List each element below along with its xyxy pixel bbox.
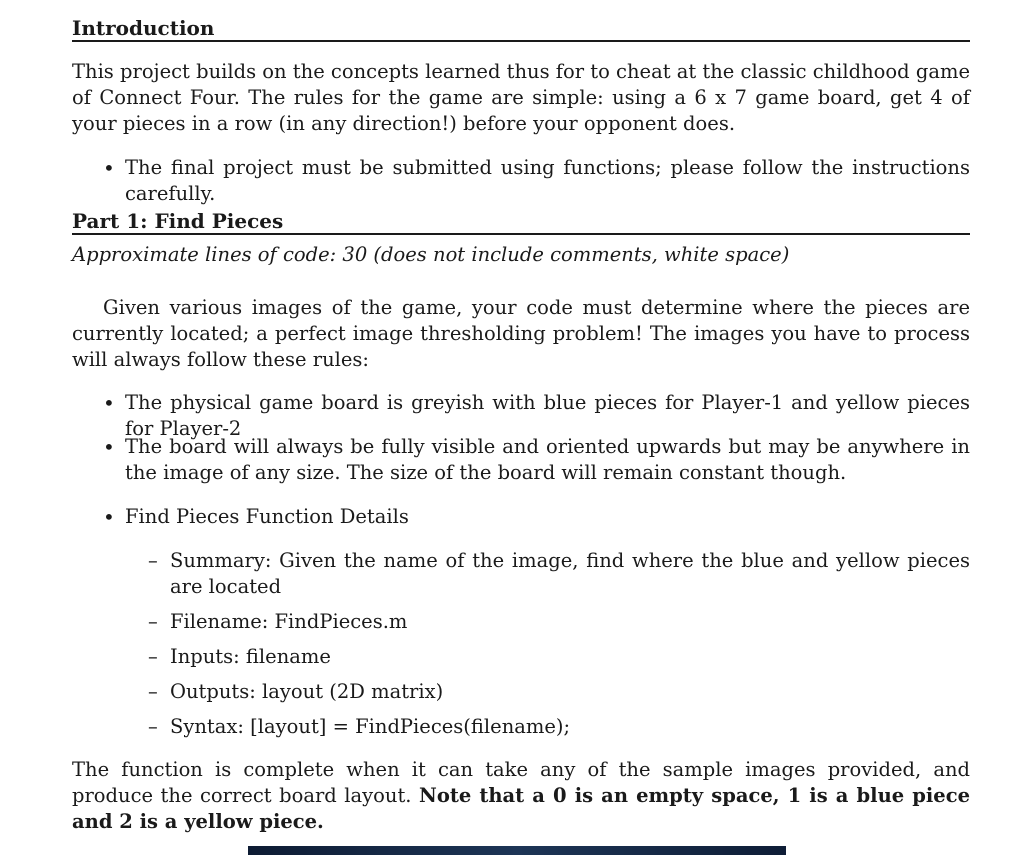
rule-bullet-item	[103, 504, 970, 530]
part1-paragraph: Given various images of the game, your code must determine where the pieces are currently located; a perfect image thresholding problem! The images you have to process will always follow these rules:	[72, 296, 970, 371]
detail-summary: Summary: Given the name of the image, find where the blue and yellow pieces are located	[170, 549, 970, 598]
intro-paragraph: This project builds on the concepts learned thus for to cheat at the classic childhood game of Connect Four. The rules for the game are simple: using a 6 x 7 game board, get 4 of your pieces in a row (in any direction!) before your opponent does.	[72, 60, 970, 135]
dash-icon: –	[148, 715, 158, 738]
rule-bullet-text: Find Pieces Function Details	[125, 505, 409, 528]
detail-syntax: Syntax: [layout] = FindPieces(filename);	[170, 715, 571, 738]
dash-icon: –	[148, 610, 158, 633]
rule-bullet-item	[103, 434, 970, 486]
detail-filename: Filename: FindPieces.m	[170, 610, 408, 633]
detail-item	[148, 548, 970, 600]
board-image-top-edge	[248, 846, 786, 855]
dash-icon: –	[148, 549, 158, 572]
detail-item	[148, 679, 970, 705]
closing-text: The function is complete when it can take any of the sample images provided, and produce the correct board layout.	[72, 758, 970, 807]
detail-item	[148, 714, 970, 740]
dash-icon: –	[148, 680, 158, 703]
detail-item	[148, 644, 970, 670]
closing-paragraph	[72, 757, 970, 835]
detail-item	[148, 609, 970, 635]
section-heading-introduction: Introduction	[72, 16, 970, 42]
bullet-icon: •	[103, 156, 115, 180]
detail-outputs: Outputs: layout (2D matrix)	[170, 680, 444, 703]
section-heading-part1: Part 1: Find Pieces	[72, 209, 970, 235]
detail-inputs: Inputs: filename	[170, 645, 331, 668]
bullet-icon: •	[103, 391, 115, 415]
closing-emphasis: Note that a 0 is an empty space, 1 is a blue piece and 2 is a yellow piece.	[72, 784, 970, 833]
bullet-icon: •	[103, 505, 115, 529]
approx-lines-note: Approximate lines of code: 30 (does not include comments, white space)	[72, 243, 790, 266]
intro-bullet-item	[103, 155, 970, 207]
bullet-icon: •	[103, 435, 115, 459]
intro-bullet-text: The final project must be submitted using functions; please follow the instructions carefully.	[125, 156, 970, 205]
rule-bullet-text: The board will always be fully visible and oriented upwards but may be anywhere in the image of any size. The size of the board will remain constant though.	[125, 435, 970, 484]
dash-icon: –	[148, 645, 158, 668]
rule-bullet-text: The physical game board is greyish with blue pieces for Player-1 and yellow pieces for Player-2	[125, 391, 970, 440]
